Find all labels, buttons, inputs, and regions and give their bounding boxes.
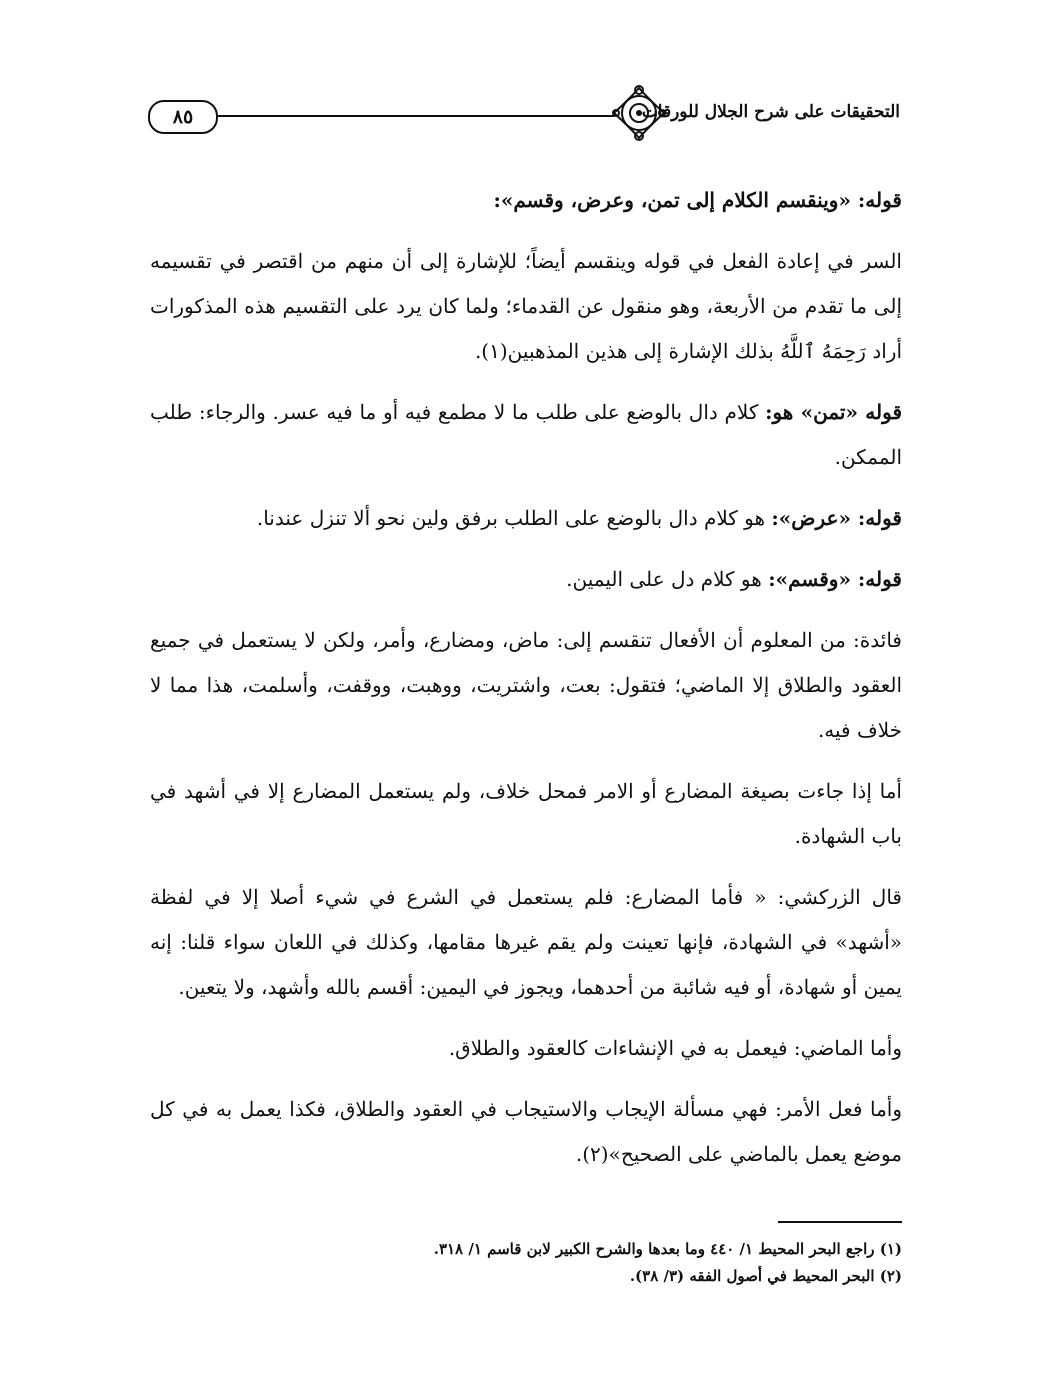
paragraph-text: السر في إعادة الفعل في قوله وينقسم أيضاً؛ للإشارة إلى أن منهم من اقتصر في تقسيمه إلى ما تقدم من الأربعة، وهو منقول عن القدماء؛ ولما كان يرد على التقسيم هذه المذكورات أراد رَحِمَهُ ٱللَّهُ بذلك الإشارة إلى هذين المذهبين(١).	[150, 249, 902, 363]
footnote-separator	[778, 1221, 902, 1223]
footnote: (٢) البحر المحيط في أصول الفقه (٣/ ٣٨).	[629, 1267, 902, 1285]
paragraph	[150, 618, 902, 753]
paragraph-text: كلام دال بالوضع على طلب ما لا مطمع فيه أو ما فيه عسر. والرجاء: طلب الممكن.	[150, 400, 902, 469]
paragraph-lead: قوله: «عرض»:	[771, 506, 902, 530]
paragraph-text: وأما الماضي: فيعمل به في الإنشاءات كالعقود والطلاق.	[448, 1036, 902, 1060]
paragraph-text: قال الزركشي: « فأما المضارع: فلم يستعمل في الشرع في شيء أصلا إلا في لفظة «أشهد» في الشهادة، فإنها تعينت ولم يقم غيرها مقامها، وكذلك في اللعان سواء قلنا: إنه يمين أو شهادة، أو فيه شائبة من أحدهما، ويجوز في اليمين: أقسم بالله وأشهد، ولا يتعين.	[150, 885, 902, 999]
paragraph	[150, 496, 902, 541]
paragraph-text: وأما فعل الأمر: فهي مسألة الإيجاب والاستيجاب في العقود والطلاق، فكذا يعمل به في كل موضع يعمل بالماضي على الصحيح»(٢).	[150, 1097, 902, 1166]
paragraph-text: هو كلام دال بالوضع على الطلب برفق ولين نحو ألا تنزل عندنا.	[256, 506, 766, 530]
paragraph	[150, 178, 902, 223]
paragraph	[150, 390, 902, 480]
book-title: التحقيقات على شرح الجلال للورقات	[641, 102, 900, 122]
paragraph-lead: قوله: «وينقسم الكلام إلى تمن، وعرض، وقسم»:	[493, 188, 902, 212]
paragraph	[150, 769, 902, 859]
paragraph-text: أما إذا جاءت بصيغة المضارع أو الامر فمحل خلاف، ولم يستعمل المضارع إلا في أشهد في باب الشهادة.	[150, 779, 902, 848]
paragraph-lead: قوله: «وقسم»:	[768, 567, 902, 591]
page-number-badge	[148, 100, 218, 134]
footnote: (١) راجع البحر المحيط ١/ ٤٤٠ وما بعدها والشرح الكبير لابن قاسم ١/ ٣١٨.	[433, 1240, 902, 1258]
paragraph	[150, 1026, 902, 1071]
main-text	[150, 178, 902, 1193]
paragraph	[150, 1087, 902, 1177]
page-number: ٨٥	[172, 106, 194, 128]
paragraph-lead: قوله «تمن» هو:	[765, 400, 903, 424]
paragraph	[150, 875, 902, 1010]
paragraph	[150, 557, 902, 602]
paragraph-text: هو كلام دل على اليمين.	[566, 567, 762, 591]
running-header	[148, 82, 900, 144]
footnotes	[150, 1236, 902, 1290]
paragraph-text: فائدة: من المعلوم أن الأفعال تنقسم إلى: ماض، ومضارع، وأمر، ولكن لا يستعمل في جميع العقود والطلاق إلا الماضي؛ فتقول: بعت، واشتريت، ووهبت، ووقفت، وأسلمت، هذا مما لا خلاف فيه.	[150, 628, 902, 742]
paragraph	[150, 239, 902, 374]
header-rule	[216, 115, 614, 117]
